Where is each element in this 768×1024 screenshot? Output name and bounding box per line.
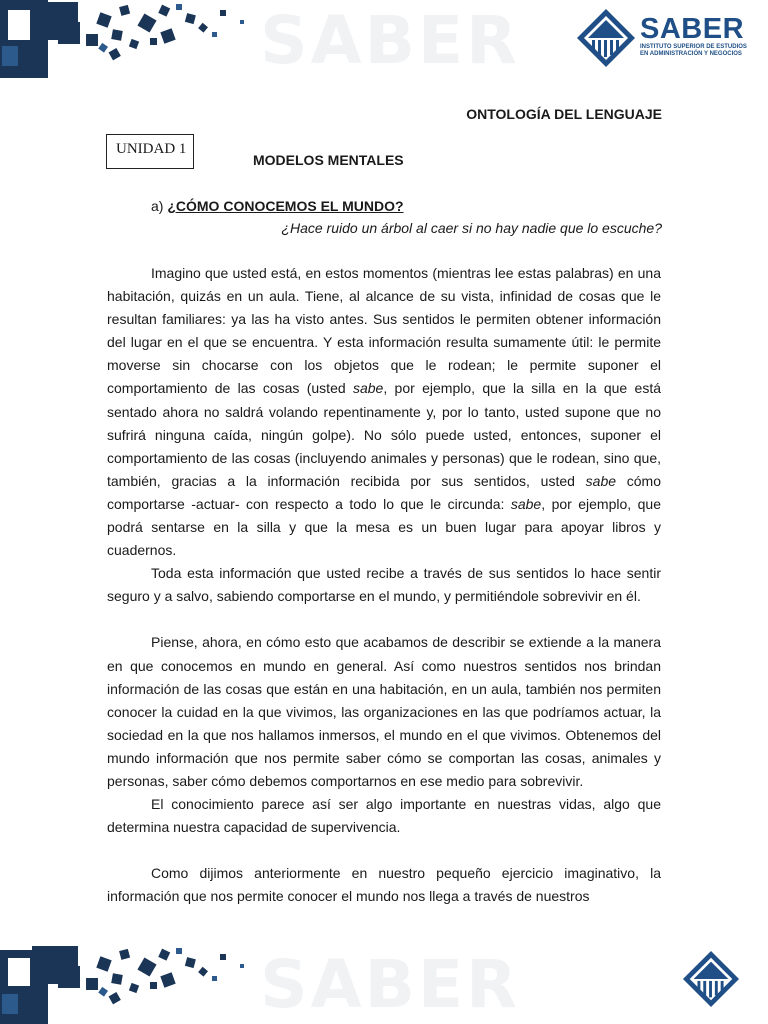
body-text xyxy=(107,262,661,908)
footer-square-pattern xyxy=(0,944,270,1024)
paragraph-1-part-b: , por ejemplo, que la silla en la que está sentado ahora no saldrá volando repentinamente y, por lo tanto, usted supone que no sufrirá ninguna caída, ningún golpe). No sólo puede usted, entonces, suponer el comportamiento de las cosas (incluyendo animales y personas) que le rodean, sino que, también, gracias a la información recibida por sus sentidos, usted xyxy=(107,380,662,489)
section-title: MODELOS MENTALES xyxy=(253,152,404,168)
brand-subtitle-line-1: INSTITUTO SUPERIOR DE ESTUDIOS xyxy=(640,44,747,50)
question-marker: a) xyxy=(151,198,164,214)
unit-label-box: UNIDAD 1 xyxy=(106,134,194,169)
question-heading xyxy=(151,198,404,214)
brand-subtitle-line-2: EN ADMINISTRACIÓN Y NEGOCIOS xyxy=(640,51,742,57)
question-text: ¿CÓMO CONOCEMOS EL MUNDO? xyxy=(167,198,404,214)
paragraph-3: Piense, ahora, en cómo esto que acabamos de describir se extiende a la manera en que conocemos en mundo en general. Así como nuestros sentidos nos brindan información de las cosas que están en una habitación, en un aula, también nos permiten conocer la cuidad en la que vivimos, las organizaciones en las que podríamos actuar, la sociedad en la que nos hallamos inmersos, el mundo en el que vivimos. Obtenemos del mundo información que nos permite saber cómo se comportan las cosas, animales y personas, saber cómo debemos comportarnos en ese medio para sobrevivir. xyxy=(107,634,661,789)
paragraph-2: Toda esta información que usted recibe a través de sus sentidos lo hace sentir seguro y a salvo, sabiendo comportarse en el mundo, y permitiéndole sobrevivir en él. xyxy=(107,565,661,605)
paragraph-1-part-d: , por ejemplo, que podrá sentarse en la silla y que la mesa es un buen lugar para apoyar libros y cuadernos. xyxy=(107,495,661,559)
header-watermark: SABER xyxy=(260,2,520,79)
paragraph-5: Como dijimos anteriormente en nuestro pequeño ejercicio imaginativo, la información que nos permite conocer el mundo nos llega a través de nuestros xyxy=(107,865,661,905)
paragraph-1 xyxy=(107,262,661,562)
brand-block xyxy=(640,14,758,58)
footer-institution-logo-icon xyxy=(682,950,740,1008)
subquestion: ¿Hace ruido un árbol al caer si no hay nadie que lo escuche? xyxy=(281,220,662,236)
institution-logo-icon xyxy=(576,8,636,68)
course-title: ONTOLOGÍA DEL LENGUAJE xyxy=(466,106,662,122)
brand-name: SABER xyxy=(640,13,745,45)
paragraph-1-part-c: cómo comportarse -actuar- con respecto a todo lo que le circunda: xyxy=(107,472,661,512)
paragraph-1-emphasis-2: sabe xyxy=(585,472,617,489)
paragraph-1-emphasis-1: sabe xyxy=(352,380,384,397)
footer-watermark: SABER xyxy=(260,946,520,1023)
paragraph-1-emphasis-3: sabe xyxy=(510,495,542,512)
paragraph-1-part-a: Imagino que usted está, en estos momentos (mientras lee estas palabras) en una habitación, quizás en un aula. Tiene, al alcance de su vista, infinidad de cosas que le resultan familiares: ya las ha visto antes. Sus sentidos le permiten obtener información del lugar en el que se encuentra. Y esta información resulta sumamente útil: le permite moverse sin chocarse con los objetos que le rodean; le permite suponer el comportamiento de las cosas (usted xyxy=(107,265,661,397)
paragraph-4: El conocimiento parece así ser algo importante en nuestras vidas, algo que determina nuestra capacidad de supervivencia. xyxy=(107,796,661,836)
header-square-pattern xyxy=(0,0,270,80)
